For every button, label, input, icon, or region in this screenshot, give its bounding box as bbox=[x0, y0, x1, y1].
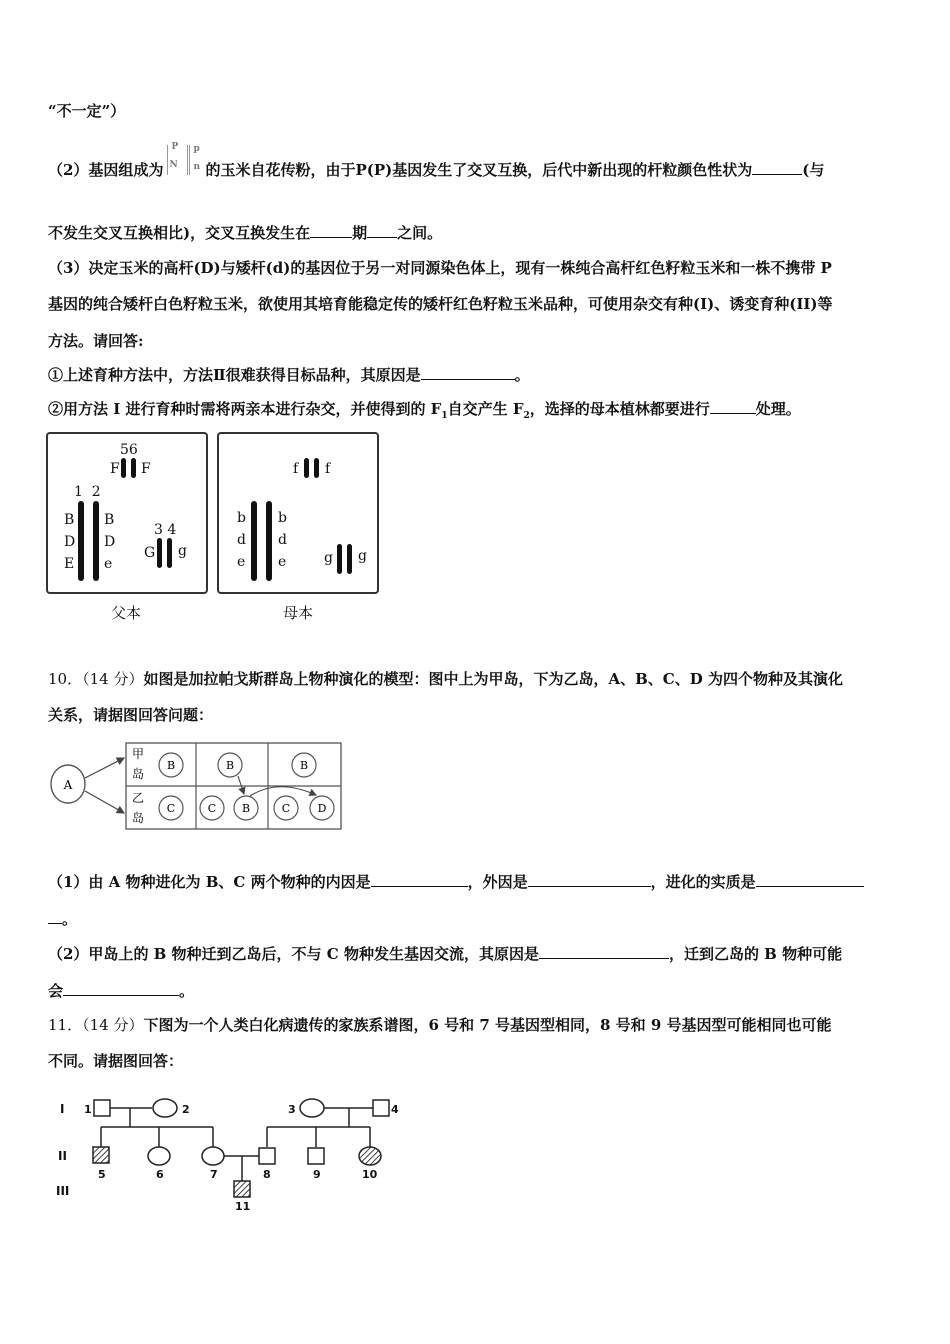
mother-label-f-left: f bbox=[293, 461, 299, 477]
q9-part2b-c: 之间。 bbox=[397, 224, 443, 242]
q10-part1-a: （1）由 A 物种进化为 B、C 两个物种的内因是 bbox=[48, 873, 371, 891]
answer-blank-internal-cause[interactable] bbox=[371, 872, 468, 887]
mother-gene-e-right: e bbox=[278, 554, 287, 570]
q10-part2-c: 会 bbox=[48, 982, 64, 1000]
q9-part2b-a: 不发生交叉互换相比)，交叉互换发生在 bbox=[48, 224, 311, 242]
mini-label-p: p bbox=[193, 144, 200, 154]
father-gene-D-right: D bbox=[104, 534, 116, 550]
subscript-2: 2 bbox=[523, 411, 530, 421]
q10-text-1: 如图是加拉帕戈斯群岛上物种演化的模型：图中上为甲岛，下为乙岛，A、B、C、D 为四个物种及其演化 bbox=[143, 670, 843, 688]
q9-part2b-line bbox=[48, 223, 442, 243]
father-gene-B-right: B bbox=[104, 512, 115, 528]
q9-part3-q2-text: ②用方法 I 进行育种时需将两亲本进行杂交，并使得到的 F bbox=[48, 400, 442, 418]
father-nums-56: 56 bbox=[120, 442, 138, 458]
q9-part2b-b: 期 bbox=[352, 224, 368, 242]
mini-chromosome-left bbox=[167, 145, 168, 175]
father-chromosome-5 bbox=[121, 458, 126, 478]
answer-blank-treatment[interactable] bbox=[710, 399, 756, 414]
mother-gene-b-right: b bbox=[278, 510, 287, 526]
mini-chromosome-right2 bbox=[189, 145, 190, 175]
individual-7-female bbox=[202, 1147, 224, 1165]
individual-3-female bbox=[300, 1099, 324, 1117]
mother-gene-e-left: e bbox=[237, 554, 246, 570]
answer-blank-essence-cont[interactable] bbox=[48, 909, 62, 924]
individual-1-male bbox=[94, 1100, 110, 1116]
answer-blank-external-cause[interactable] bbox=[528, 872, 651, 887]
father-gene-E-left: E bbox=[64, 556, 75, 572]
mother-chromosome-4 bbox=[347, 544, 352, 574]
individual-2-female bbox=[153, 1099, 177, 1117]
answer-blank-essence[interactable] bbox=[756, 872, 864, 887]
mother-chromosome-3 bbox=[337, 544, 342, 574]
q11-number: 11．（14 分） bbox=[48, 1016, 144, 1034]
id-11: 11 bbox=[235, 1200, 251, 1213]
individual-5-affected-male bbox=[93, 1147, 109, 1163]
father-gene-B-left: B bbox=[64, 512, 75, 528]
pedigree-chart bbox=[52, 1092, 412, 1214]
mother-gene-d-left: d bbox=[237, 532, 246, 548]
father-gene-G: G bbox=[144, 545, 156, 561]
father-label-F-left: F bbox=[110, 461, 120, 477]
q9-part3-q2-mid2: ，选择的母本植林都要进行 bbox=[529, 400, 710, 418]
mother-gene-g-right: g bbox=[358, 548, 367, 564]
id-10: 10 bbox=[362, 1168, 378, 1181]
answer-blank-isolation-reason[interactable] bbox=[539, 944, 669, 959]
q9-line-1: “不一定”） bbox=[48, 102, 126, 120]
q9-part3-line-3: 方法。请回答: bbox=[48, 332, 144, 350]
mother-chromosome-panel bbox=[217, 432, 379, 594]
species-A-label: A bbox=[63, 778, 73, 792]
father-label-F-right: F bbox=[141, 461, 151, 477]
answer-blank-outcome[interactable] bbox=[63, 981, 179, 996]
father-caption: 父本 bbox=[111, 604, 142, 622]
island-evolution-diagram bbox=[46, 738, 346, 834]
q9-part3-q1-end: 。 bbox=[514, 366, 530, 384]
generation-III-label: III bbox=[56, 1184, 70, 1198]
mother-label-f-right: f bbox=[325, 461, 331, 477]
genotype-mini-figure bbox=[163, 141, 205, 181]
q11-line-1 bbox=[48, 1015, 832, 1035]
answer-blank-reason[interactable] bbox=[421, 365, 515, 380]
individual-9-male bbox=[308, 1148, 324, 1164]
species-B-cell2-migrated-label: B bbox=[241, 802, 251, 815]
individual-8-male bbox=[259, 1148, 275, 1164]
father-chromosome-panel bbox=[46, 432, 208, 594]
q10-part2-b: ，迁到乙岛的 B 物种可能 bbox=[668, 945, 843, 963]
father-chromosome-4 bbox=[167, 538, 172, 568]
q9-part3-q2-end: 处理。 bbox=[755, 400, 801, 418]
island-jia-char-2: 岛 bbox=[132, 767, 145, 781]
father-chromosome-2 bbox=[93, 501, 99, 581]
species-C-cell1-label: C bbox=[166, 802, 176, 815]
id-7: 7 bbox=[210, 1168, 218, 1181]
island-yi-char-1: 乙 bbox=[132, 791, 145, 805]
q10-part1-cont bbox=[48, 909, 77, 929]
q10-part1-line bbox=[48, 872, 864, 892]
species-D-cell3-label: D bbox=[317, 802, 327, 815]
mini-label-N: N bbox=[169, 160, 178, 170]
father-nums-34: 3 4 bbox=[154, 522, 177, 538]
species-B-cell3-label: B bbox=[299, 759, 309, 772]
mother-chromosome-6 bbox=[314, 458, 319, 478]
generation-I-label: I bbox=[60, 1102, 65, 1116]
father-gene-g: g bbox=[178, 543, 187, 559]
answer-blank-trait[interactable] bbox=[752, 160, 802, 175]
father-gene-D-left: D bbox=[64, 534, 76, 550]
father-gene-e-right: e bbox=[104, 556, 113, 572]
mother-chromosome-5 bbox=[304, 458, 309, 478]
q10-part2-a: （2）甲岛上的 B 物种迁到乙岛后，不与 C 物种发生基因交流，其原因是 bbox=[48, 945, 539, 963]
island-jia-char-1: 甲 bbox=[132, 747, 145, 761]
mother-gene-g-left: g bbox=[324, 550, 333, 566]
species-C-cell3-label: C bbox=[281, 802, 291, 815]
mother-gene-b-left: b bbox=[237, 510, 246, 526]
q9-part3-q1-text: ①上述育种方法中，方法Ⅱ很难获得目标品种，其原因是 bbox=[48, 366, 421, 384]
mother-caption: 母本 bbox=[283, 604, 314, 622]
generation-II-label: II bbox=[58, 1149, 67, 1163]
q9-part3-q2 bbox=[48, 399, 801, 426]
answer-blank-between[interactable] bbox=[367, 223, 397, 238]
mini-label-n: n bbox=[193, 162, 200, 172]
individual-11-affected-male bbox=[234, 1181, 250, 1197]
id-6: 6 bbox=[156, 1168, 164, 1181]
q9-part3-line-1: （3）决定玉米的高杆(D)与矮杆(d)的基因位于另一对同源染色体上，现有一株纯合高杆红色籽粒玉米和一株不携带 P bbox=[48, 259, 832, 277]
individual-4-male bbox=[373, 1100, 389, 1116]
arrow-A-to-jia bbox=[85, 758, 124, 778]
father-chromosome-6 bbox=[131, 458, 136, 478]
species-C-cell2-label: C bbox=[207, 802, 217, 815]
mini-label-P: P bbox=[171, 142, 179, 152]
q10-part2-line bbox=[48, 944, 842, 964]
q9-part2-mid: 的玉米自花传粉，由于P(P)基因发生了交叉互换，后代中新出现的杆粒颜色性状为 bbox=[205, 161, 753, 179]
q9-part2-prefix: （2）基因组成为 bbox=[48, 161, 164, 179]
individual-10-affected-female bbox=[359, 1147, 381, 1165]
answer-blank-phase[interactable] bbox=[310, 223, 352, 238]
q9-part3-q2-mid: 自交产生 F bbox=[447, 400, 524, 418]
q9-part3-q1 bbox=[48, 365, 530, 385]
arrow-B-to-D bbox=[250, 787, 316, 796]
individual-6-female bbox=[148, 1147, 170, 1165]
q10-part1-c: ，进化的实质是 bbox=[650, 873, 756, 891]
q10-part1-b: ，外因是 bbox=[467, 873, 528, 891]
father-chromosome-1 bbox=[78, 501, 84, 581]
q10-line-1 bbox=[48, 669, 843, 689]
species-B-cell2-label: B bbox=[225, 759, 235, 772]
subscript-1: 1 bbox=[441, 411, 448, 421]
q10-line-2: 关系，请据图回答问题： bbox=[48, 706, 214, 724]
q11-line-2: 不同。请据图回答： bbox=[48, 1052, 184, 1070]
q10-part2-cont bbox=[48, 981, 194, 1001]
mother-chromosome-2 bbox=[266, 501, 272, 581]
mother-gene-d-right: d bbox=[278, 532, 287, 548]
arrow-B-migration bbox=[238, 776, 244, 794]
q9-part2-tail: (与 bbox=[802, 161, 825, 179]
island-yi-char-2: 岛 bbox=[132, 811, 145, 825]
id-5: 5 bbox=[98, 1168, 106, 1181]
q10-number: 10．（14 分） bbox=[48, 670, 144, 688]
q9-part2-line bbox=[48, 142, 825, 181]
id-3: 3 bbox=[288, 1103, 296, 1116]
q9-part3-line-2: 基因的纯合矮杆白色籽粒玉米，欲使用其培育能稳定传的矮杆红色籽粒玉米品种，可使用杂交有种(I)、诱变育种(II)等 bbox=[48, 295, 833, 313]
father-nums-12: 1 2 bbox=[74, 484, 101, 500]
mini-chromosome-right bbox=[187, 145, 188, 175]
q10-part2-end: 。 bbox=[179, 982, 195, 1000]
q11-text-1: 下图为一个人类白化病遗传的家族系谱图，6 号和 7 号基因型相同，8 号和 9 号基因型可能相同也可能 bbox=[143, 1016, 832, 1034]
id-4: 4 bbox=[391, 1103, 399, 1116]
species-B-cell1-label: B bbox=[166, 759, 176, 772]
father-chromosome-3 bbox=[157, 538, 162, 568]
q10-part1-end: 。 bbox=[62, 910, 78, 928]
mother-chromosome-1 bbox=[251, 501, 257, 581]
id-9: 9 bbox=[313, 1168, 321, 1181]
id-1: 1 bbox=[84, 1103, 92, 1116]
arrow-A-to-yi bbox=[85, 791, 124, 813]
id-2: 2 bbox=[182, 1103, 190, 1116]
id-8: 8 bbox=[263, 1168, 271, 1181]
